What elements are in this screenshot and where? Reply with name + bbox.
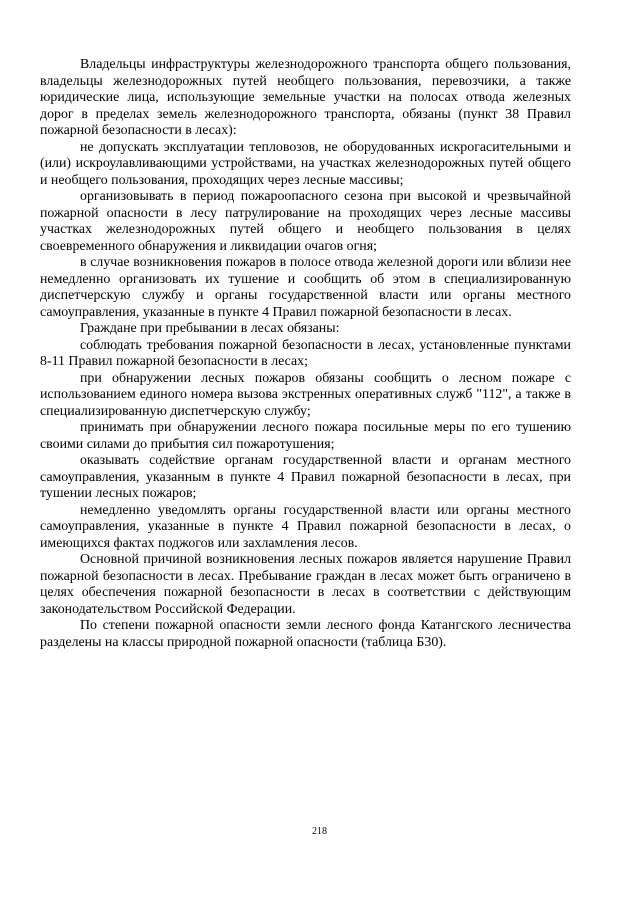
paragraph-take-measures: принимать при обнаружении лесного пожара посильные меры по его тушению своими силами до прибытия сил пожаротушения; bbox=[40, 420, 571, 452]
paragraph-locomotives: не допускать эксплуатации тепловозов, не оборудованных искрогасительными и (или) искроулавливающими устройствами, на участках железнодорожных путей общего и необщего пользования, проходящих через лесные массивы; bbox=[40, 139, 571, 188]
paragraph-notify-arson: немедленно уведомлять органы государственной власти или органы местного самоуправления, указанные в пункте 4 Правил пожарной безопасности в лесах, о имеющихся фактах поджогов или захламления лесов. bbox=[40, 502, 571, 551]
paragraph-citizens-obligations: Граждане при пребывании в лесах обязаны: bbox=[80, 321, 340, 336]
paragraph-report-fire: при обнаружении лесных пожаров обязаны сообщить о лесном пожаре с использованием единого номера вызова экстренных оперативных служб "112", а также в специализированную диспетчерскую службу; bbox=[40, 370, 571, 419]
paragraph-railway-owners: Владельцы инфраструктуры железнодорожного транспорта общего пользования, владельцы железнодорожных путей необщего пользования, перевозчики, а также юридические лица, использующие земельные участки на полосах отвода железных дорог в пределах земель железнодорожного транспорта, обязаны (пункт 38 Правил пожарной безопасности в лесах): bbox=[40, 57, 571, 138]
page-body bbox=[40, 57, 571, 651]
paragraph-main-cause: Основной причиной возникновения лесных пожаров является нарушение Правил пожарной безопасности в лесах. Пребывание граждан в лесах может быть ограничено в целях обеспечения пожарной безопасности в лесах в соответствии с действующим законодательством Российской Федерации. bbox=[40, 552, 571, 617]
paragraph-assist-authorities: оказывать содействие органам государственной власти и органам местного самоуправления, указанным в пункте 4 Правил пожарной безопасности в лесах, при тушении лесных пожаров; bbox=[40, 453, 571, 501]
paragraph-fire-near-railway: в случае возникновения пожаров в полосе отвода железной дороги или вблизи нее немедленно организовать их тушение и сообщить об этом в специализированную диспетчерскую службу и органы государственной власти или органы местного самоуправления, указанные в пункте 4 Правил пожарной безопасности в лесах. bbox=[40, 255, 571, 320]
paragraph-fire-danger-classes: По степени пожарной опасности земли лесного фонда Катангского лесничества разделены на классы природной пожарной опасности (таблица Б30). bbox=[40, 618, 571, 650]
paragraph-patrolling: организовывать в период пожароопасного сезона при высокой и чрезвычайной пожарной опасности в лесу патрулирование на проходящих через лесные массивы участках железнодорожных путей общего и необщего пользования в целях своевременного обнаружения и ликвидации очагов огня; bbox=[40, 189, 571, 254]
page-number: 218 bbox=[312, 826, 327, 837]
paragraph-comply-requirements: соблюдать требования пожарной безопасности в лесах, установленные пунктами 8-11 Правил пожарной безопасности в лесах; bbox=[40, 337, 571, 369]
